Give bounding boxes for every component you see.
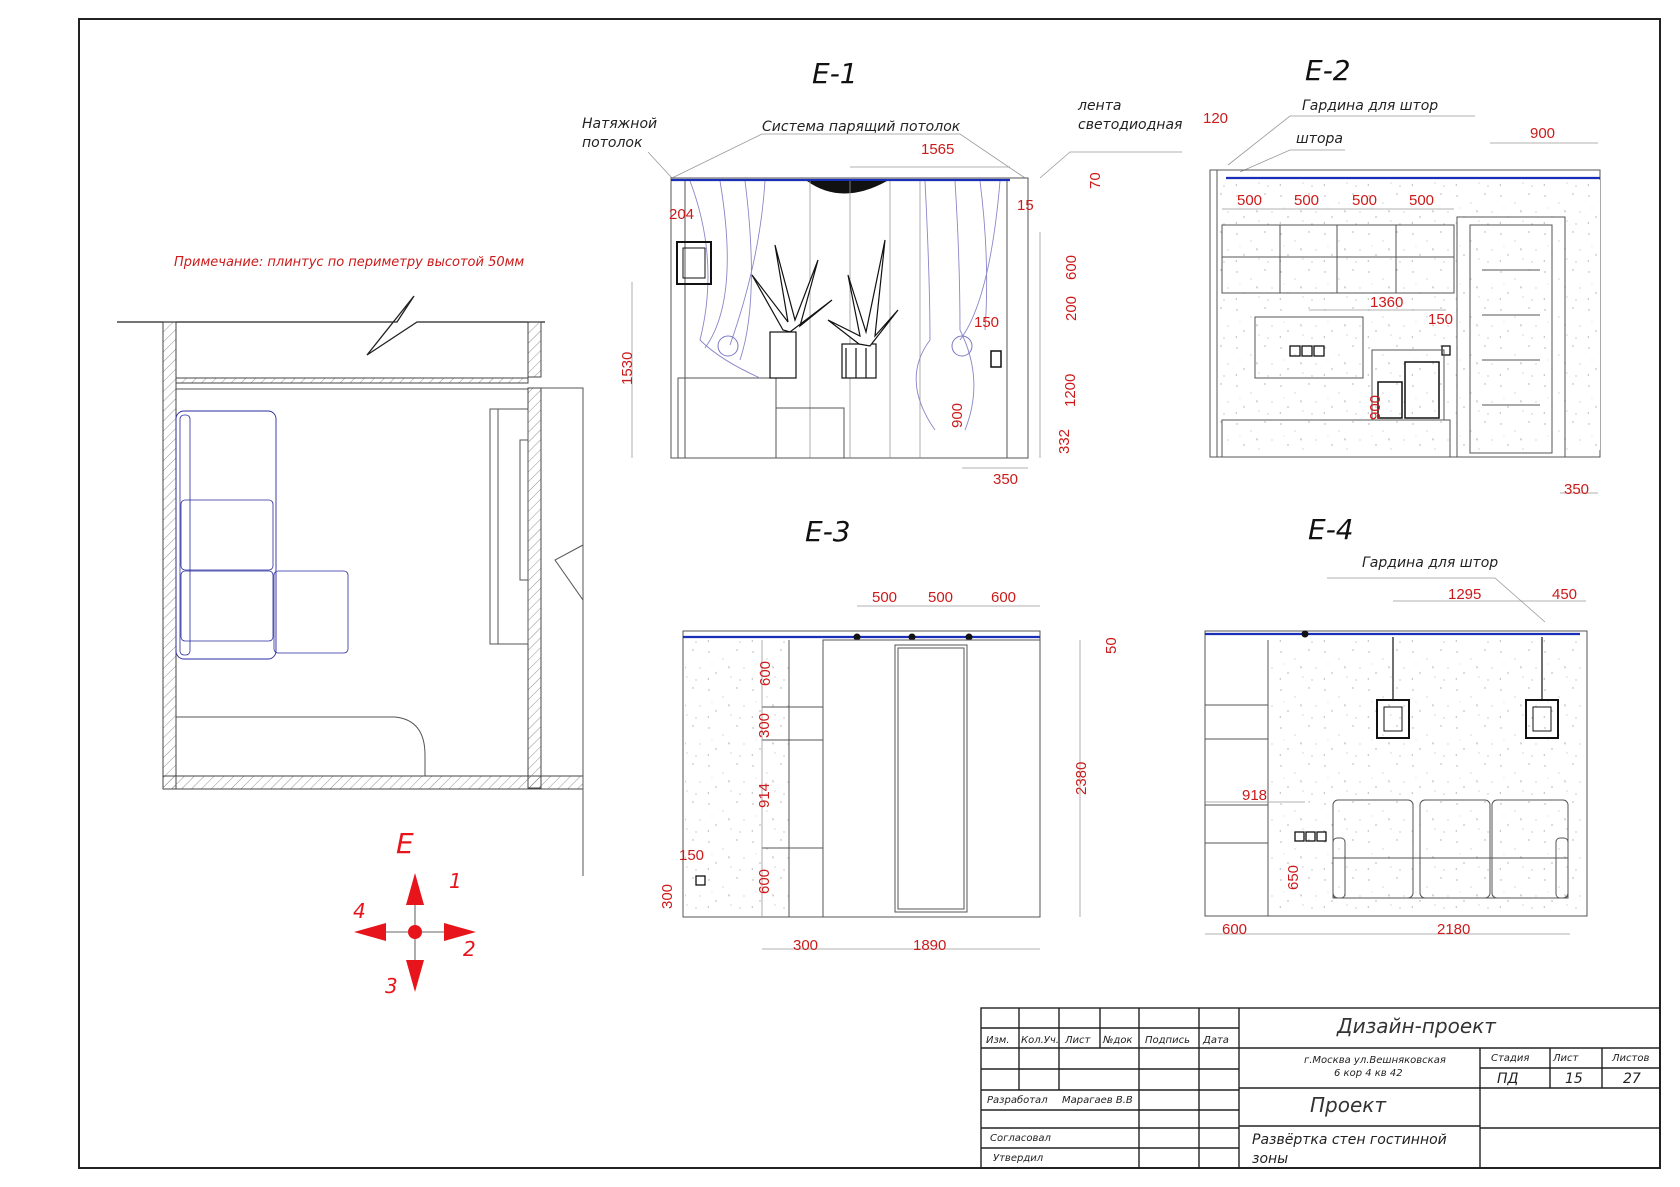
e4-dim-600: 600 [1222, 921, 1248, 938]
e3-dim-300v: 300 [659, 883, 676, 909]
e3-dim-600b: 600 [756, 868, 773, 894]
compass-label-4: 4 [353, 899, 366, 923]
e4-dim-650: 650 [1285, 864, 1302, 890]
e1-dim-1530: 1530 [619, 351, 636, 385]
tb-col-doc: №док [1103, 1035, 1133, 1046]
tb-drawing-name-2: зоны [1252, 1151, 1289, 1167]
tb-stage-name: Проект [1310, 1093, 1387, 1117]
tb-col-list: Лист [1065, 1035, 1091, 1046]
e1-dim-200: 200 [1063, 295, 1080, 321]
e2-dim-500b: 500 [1294, 192, 1320, 209]
e2-label-curtain-rod: Гардина для штор [1302, 98, 1439, 114]
tb-stage: ПД [1497, 1071, 1519, 1087]
e1-label-stretch-1: Натяжной [582, 116, 658, 132]
e2-dim-900: 900 [1530, 125, 1556, 142]
e1-dim-204: 204 [669, 206, 695, 223]
e4-label-curtain-rod: Гардина для штор [1362, 555, 1499, 571]
tb-address-2: 6 кор 4 кв 42 [1334, 1068, 1403, 1079]
e3-dim-2380: 2380 [1073, 761, 1090, 795]
e1-dim-350: 350 [993, 471, 1019, 488]
tb-stage-hdr: Стадия [1491, 1053, 1530, 1064]
tb-drawing-name-1: Развёртка стен гостинной [1252, 1132, 1447, 1148]
e3-dim-50: 50 [1103, 637, 1120, 654]
e3-dim-914: 914 [756, 782, 773, 808]
e1-dim-900: 900 [949, 402, 966, 428]
e2-label-curtain: штора [1296, 131, 1343, 147]
e2-dim-500a: 500 [1237, 192, 1263, 209]
tb-developed: Разработал [987, 1095, 1048, 1106]
compass-label-2: 2 [463, 937, 476, 961]
tb-col-izm: Изм. [986, 1035, 1010, 1046]
e1-dim-1200: 1200 [1062, 373, 1079, 407]
e1-dim-150: 150 [974, 314, 1000, 331]
e1-label-led-2: светодиодная [1078, 117, 1183, 133]
plan-section-mark: Е [396, 827, 414, 860]
e3-dim-1890: 1890 [913, 937, 947, 954]
e2-title: Е-2 [1305, 54, 1351, 87]
e1-label-led-1: лента [1078, 98, 1122, 114]
tb-col-date: Дата [1203, 1035, 1229, 1046]
tb-col-sign: Подпись [1145, 1035, 1190, 1046]
e2-dim-120: 120 [1203, 110, 1229, 127]
e4-dim-450: 450 [1552, 586, 1578, 603]
e3-title: Е-3 [805, 515, 851, 548]
tb-col-kol: Кол.Уч. [1021, 1035, 1059, 1046]
e1-dim-70: 70 [1087, 172, 1104, 189]
e3-dim-500b: 500 [928, 589, 954, 606]
e1-dim-15: 15 [1017, 197, 1034, 214]
compass-label-1: 1 [449, 869, 462, 893]
e3-dim-600a: 600 [757, 660, 774, 686]
e2-dim-1360: 1360 [1370, 294, 1404, 311]
e4-dim-2180: 2180 [1437, 921, 1471, 938]
e2-dim-350: 350 [1564, 481, 1590, 498]
e2-dim-500d: 500 [1409, 192, 1435, 209]
e2-dim-900v: 900 [1367, 394, 1384, 420]
e1-label-stretch-2: потолок [582, 135, 643, 151]
compass-label-3: 3 [385, 974, 398, 998]
e3-dim-300: 300 [756, 712, 773, 738]
tb-approved: Утвердил [993, 1153, 1044, 1164]
tb-developer-name: Марагаев В.В [1062, 1095, 1133, 1106]
e3-dim-150: 150 [679, 847, 705, 864]
e2-dim-150: 150 [1428, 311, 1454, 328]
tb-sheet: 15 [1565, 1071, 1583, 1087]
e4-dim-1295: 1295 [1448, 586, 1482, 603]
tb-sheets: 27 [1623, 1071, 1641, 1087]
e1-label-floating: Система парящий потолок [762, 119, 961, 135]
tb-address-1: г.Москва ул.Вешняковская [1304, 1055, 1446, 1066]
e2-dim-500c: 500 [1352, 192, 1378, 209]
e3-dim-300h: 300 [793, 937, 819, 954]
e3-dim-500a: 500 [872, 589, 898, 606]
e1-dim-600: 600 [1063, 254, 1080, 280]
tb-project-title: Дизайн-проект [1337, 1014, 1496, 1038]
e1-dim-332: 332 [1056, 428, 1073, 454]
e1-title: Е-1 [812, 57, 858, 90]
e4-title: Е-4 [1308, 513, 1354, 546]
plan-note: Примечание: плинтус по периметру высотой 50мм [174, 255, 525, 270]
tb-sheet-hdr: Лист [1553, 1053, 1579, 1064]
e3-dim-600: 600 [991, 589, 1017, 606]
e1-dim-1565: 1565 [921, 141, 955, 158]
tb-agreed: Согласовал [990, 1133, 1051, 1144]
e4-dim-918: 918 [1242, 787, 1268, 804]
tb-sheets-hdr: Листов [1612, 1053, 1650, 1064]
